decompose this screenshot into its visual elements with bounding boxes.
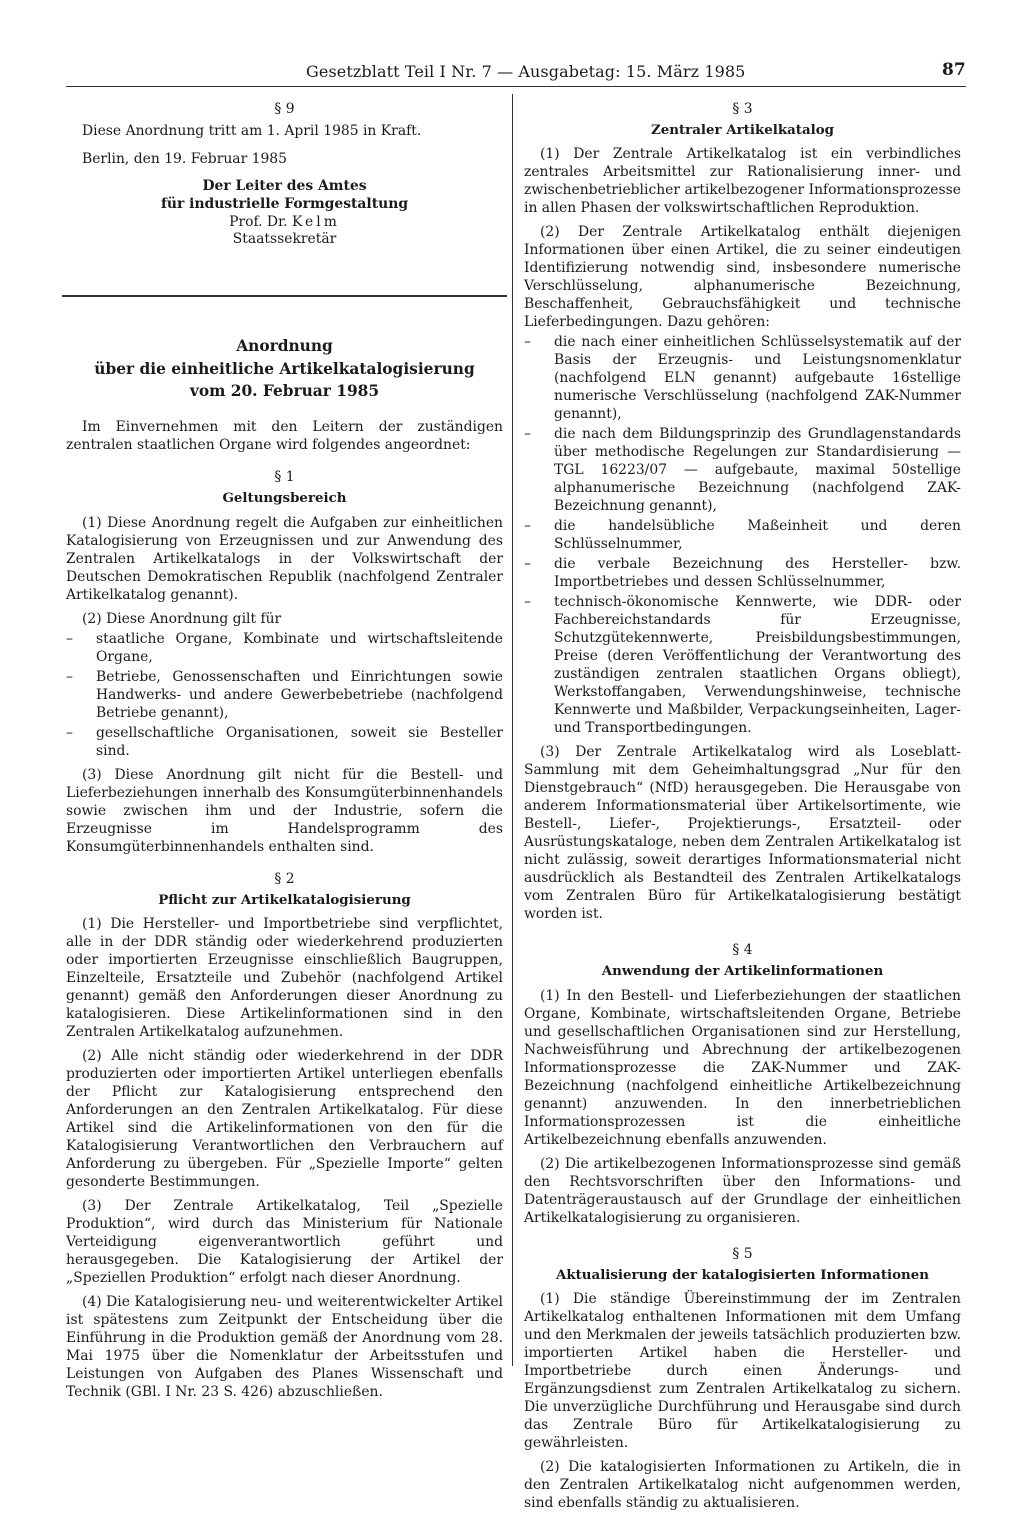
- section-4-para-1: (1) In den Bestell- und Lieferbeziehungen der staatlichen Organe, Kombinate, wirtschaftsleitenden Organe, Betriebe und gesellschaftlichen Organisationen sind zur Herstellung, Nachweisführung und Abrechnung der artikelbezogenen Informationsprozesse die ZAK-Nummer und ZAK-Bezeichnung (nachfolgend einheitliche Artikelbezeichnung genannt) anzuwenden. In den innerbetrieblichen Informationsprozessen ist die einheitliche Artikelbezeichnung ebenfalls anzuwenden.: [524, 987, 961, 1148]
- running-title: Gesetzblatt Teil I Nr. 7 — Ausgabetag: 15. März 1985: [306, 62, 746, 81]
- signature-name: Kelm: [292, 213, 340, 230]
- header-rule: [66, 86, 966, 87]
- section-3-para-2: (2) Der Zentrale Artikelkatalog enthält diejenigen Informationen über einen Artikel, die zu seiner eindeutigen Identifizierung notwendig sind, insbesondere numerische Verschlüsselung, alphanumerische Bezeichnung, Beschaffenheit, Gebrauchsfähigkeit und technische Lieferbedingungen. Dazu gehören:: [524, 224, 961, 331]
- signature-name-line: [66, 214, 503, 232]
- ordinance-title: [66, 335, 503, 402]
- section-1-para-2: (2) Diese Anordnung gilt für: [82, 610, 282, 627]
- signature-title: Prof. Dr.: [229, 213, 288, 230]
- section-2-para-1: (1) Die Hersteller- und Importbetriebe sind verpflichtet, alle in der DDR ständig oder wiederkehrend produzierten oder importierten Erzeugnisse einschließlich Baugruppen, Einzelteile, Ersatzteile und Zubehör (nachfolgend Artikel genannt) gemäß den Anforderungen dieser Anordnung zu katalogisieren. Diese Artikelinformationen sind in den Zentralen Artikelkatalog aufzunehmen.: [66, 915, 503, 1040]
- section-1-heading: § 1: [274, 469, 295, 486]
- ordinance-title-line3: vom 20. Februar 1985: [189, 381, 380, 400]
- section-1-para-1: (1) Diese Anordnung regelt die Aufgaben zur einheitlichen Katalogisierung von Erzeugnissen und zur Anwendung des Zentralen Artikelkatalogs in der Volkswirtschaft der Deutschen Demokratischen Republik (nachfolgend Zentraler Artikelkatalog genannt).: [66, 514, 503, 603]
- section-2-title: Pflicht zur Artikelkatalogisierung: [158, 891, 411, 908]
- section-9-heading: § 9: [274, 101, 295, 117]
- section-2-para-3: (3) Der Zentrale Artikelkatalog, Teil „Spezielle Produktion“, wird durch das Ministerium für Nationale Verteidigung eigenverantwortlich geführt und herausgegeben. Die Katalogisierung der Artikel der „Speziellen Produktion“ erfolgt nach dieser Anordnung.: [66, 1197, 503, 1286]
- section-2-para-4: (4) Die Katalogisierung neu- und weiterentwickelter Artikel ist spätestens zum Zeitpunkt der Entscheidung über die Einführung in die Produktion gemäß der Anordnung vom 28. Mai 1975 über die Nomenklatur der Arbeitsstufen und Leistungen von Aufgaben des Planes Wissenschaft und Technik (GBl. I Nr. 23 S. 426) abzuschließen.: [66, 1293, 503, 1400]
- list-item: – staatliche Organe, Kombinate und wirtschaftsleitende Organe,: [66, 630, 503, 666]
- preamble: Im Einvernehmen mit den Leitern der zuständigen zentralen staatlichen Organe wird folgendes angeordnet:: [66, 419, 503, 454]
- section-5-heading: § 5: [732, 1245, 753, 1262]
- section-3-list: [524, 333, 961, 737]
- section-2-para-2: (2) Alle nicht ständig oder wiederkehrend in der DDR produzierten oder importierten Artikel unterliegen ebenfalls der Pflicht zur Katalogisierung entsprechend den Anforderungen an den Zentralen Artikelkatalog. Für diese Artikel sind die Artikelinformationen von den für die Katalogisierung Verantwortlichen den Verbrauchern auf Anforderung zu übergeben. Für „Spezielle Importe“ gelten gesonderte Bestimmungen.: [66, 1047, 503, 1190]
- section-9-text: Diese Anordnung tritt am 1. April 1985 in Kraft.: [82, 123, 422, 139]
- signature-office-line1: Der Leiter des Amtes: [202, 178, 367, 194]
- section-5-para-2: (2) Die katalogisierten Informationen zu Artikeln, die in den Zentralen Artikelkatalog nicht aufgenommen werden, sind ebenfalls ständig zu aktualisieren.: [524, 1459, 961, 1512]
- ordinance-title-line2: über die einheitliche Artikelkatalogisierung: [94, 359, 475, 378]
- section-5-para-1: (1) Die ständige Übereinstimmung der im Zentralen Artikelkatalog enthaltenen Informationen mit dem Umfang und den Merkmalen der jeweils tatsächlich produzierten bzw. importierten Artikel haben die Hersteller- und Importbetriebe durch einen Änderungs- und Ergänzungsdienst zum Zentralen Artikelkatalog zu sichern. Die unverzügliche Durchführung und Herausgabe sind durch das Zentrale Büro für Artikelkatalogisierung zu gewährleisten.: [524, 1291, 961, 1452]
- section-3-title: Zentraler Artikelkatalog: [650, 122, 835, 138]
- section-1-title: Geltungsbereich: [222, 490, 347, 507]
- list-item: – die verbale Bezeichnung des Hersteller- bzw. Importbetriebes und dessen Schlüsselnummer,: [524, 555, 961, 591]
- place-date: Berlin, den 19. Februar 1985: [82, 151, 287, 167]
- section-2-heading: § 2: [274, 870, 295, 887]
- signature-block: [66, 178, 503, 249]
- list-item: – Betriebe, Genossenschaften und Einrichtungen sowie Handwerks- und andere Gewerbebetriebe (nachfolgend Betriebe genannt),: [66, 668, 503, 722]
- page-header: [0, 54, 1024, 88]
- section-separator-rule: [62, 295, 507, 297]
- list-item: – technisch-ökonomische Kennwerte, wie DDR- oder Fachbereichstandards für Erzeugnisse, Schutzgütekennwerte, Preisbildungsbestimmungen, Preise (deren Veröffentlichung der Verantwortung des zuständigen zentralen staatlichen Organs obliegt), Werkstoffangaben, Verwendungshinweise, technische Kennwerte und Maßbilder, Verpackungseinheiten, Lager- und Transportbedingungen.: [524, 593, 961, 737]
- section-4-para-2: (2) Die artikelbezogenen Informationsprozesse sind gemäß den Rechtsvorschriften über den Informations- und Datenträgeraustausch auf der Grundlage der einheitlichen Artikelkatalogisierung zu organisieren.: [524, 1155, 961, 1226]
- column-divider: [512, 94, 513, 1366]
- right-column: [524, 94, 961, 1518]
- section-5-title: Aktualisierung der katalogisierten Informationen: [555, 1266, 930, 1283]
- page-number: 87: [942, 60, 966, 80]
- section-4-title: Anwendung der Artikelinformationen: [601, 963, 884, 980]
- section-3-para-3: (3) Der Zentrale Artikelkatalog wird als Loseblatt-Sammlung mit dem Geheimhaltungsgrad „Nur für den Dienstgebrauch“ (NfD) herausgegeben. Die Herausgabe von anderem Informationsmaterial über Artikelsortimente, wie Bestell-, Liefer-, Projektierungs-, Ersatzteil- oder Ausrüstungskataloge, neben dem Zentralen Artikelkatalog ist nicht zulässig, soweit derartiges Informationsmaterial nicht ausdrücklich als Bestandteil des Zentralen Artikelkatalogs vom Zentralen Büro für Artikelkatalogisierung bestätigt worden ist.: [524, 744, 961, 923]
- section-4-heading: § 4: [732, 942, 753, 959]
- list-item: – die nach dem Bildungsprinzip des Grundlagenstandards über methodische Regelungen zur Standardisierung — TGL 16223/07 — aufgebaute, maximal 50stellige alphanumerische Bezeichnung (nachfolgend ZAK-Bezeichnung genannt),: [524, 425, 961, 515]
- left-column: [66, 94, 503, 1407]
- signature-office-line2: für industrielle Formgestaltung: [160, 195, 409, 212]
- section-3-para-1: (1) Der Zentrale Artikelkatalog ist ein verbindliches zentrales Arbeitsmittel zur Rationalisierung inner- und zwischenbetrieblicher artikelbezogener Informationsprozesse in allen Phasen der volkswirtschaftlichen Reproduktion.: [524, 146, 962, 217]
- list-item: – die nach einer einheitlichen Schlüsselsystematik auf der Basis der Erzeugnis- und Leistungsnomenklatur (nachfolgend ELN genannt) aufgebaute 16stellige numerische Verschlüsselung (nachfolgend ZAK-Nummer genannt),: [524, 333, 961, 423]
- ordinance-title-line1: Anordnung: [236, 337, 333, 356]
- list-item: – gesellschaftliche Organisationen, soweit sie Besteller sind.: [66, 724, 503, 760]
- section-1-para-3: (3) Diese Anordnung gilt nicht für die Bestell- und Lieferbeziehungen innerhalb des Konsumgüterbinnenhandels sowie zwischen ihm und der Industrie, sofern die Erzeugnisse im Handelsprogramm des Konsumgüterbinnenhandels enthalten sind.: [66, 766, 503, 855]
- section-3-heading: § 3: [732, 101, 753, 117]
- signature-role: Staatssekretär: [232, 231, 337, 248]
- list-item: – die handelsübliche Maßeinheit und deren Schlüsselnummer,: [524, 517, 961, 553]
- section-1-list: [66, 630, 503, 760]
